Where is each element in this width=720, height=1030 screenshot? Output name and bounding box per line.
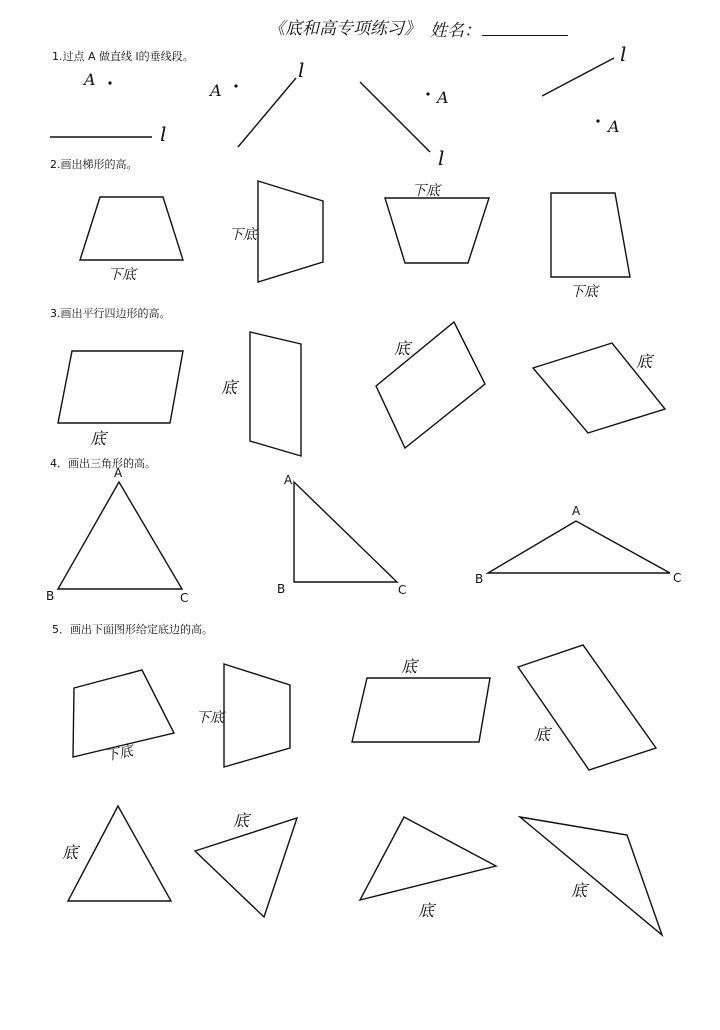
label-base-p3: 底 (394, 339, 411, 358)
trapezoid-2 (258, 181, 323, 282)
name-label: 姓名： (430, 21, 481, 41)
label-l-3: l (438, 146, 445, 170)
triangle-2 (294, 482, 397, 582)
label-lower-base-4: 下底 (570, 284, 598, 300)
question-3: 3.画出平行四边形的高。 (50, 307, 171, 320)
t3-vertex-b: B (475, 572, 484, 586)
q5-triangle-2 (195, 818, 297, 917)
trapezoid-3 (385, 198, 489, 263)
triangle-3 (488, 521, 670, 573)
q5-triangle-3 (360, 817, 496, 900)
label-lower-base-1: 下底 (108, 267, 136, 283)
label-l-2: l (298, 58, 305, 82)
line-l-2 (238, 78, 296, 147)
t2-vertex-b: B (277, 582, 286, 596)
question-2: 2.画出梯形的高。 (50, 158, 138, 171)
t2-vertex-c: C (398, 583, 407, 597)
q5-label-lower-base-2: 下底 (196, 710, 224, 726)
t1-vertex-b: B (46, 589, 55, 603)
question-1: 1.过点 A 做直线 l的垂线段。 (52, 50, 194, 63)
label-a-3: A (437, 88, 449, 107)
label-l-1: l (160, 122, 167, 146)
label-lower-base-2: 下底 (229, 227, 257, 243)
point-a-dot-4 (596, 119, 599, 122)
q5-label-lower-base-1: 下底 (103, 743, 135, 765)
point-a-dot-1 (108, 81, 111, 84)
q5-label-base-2: 底 (534, 725, 551, 744)
label-a-4: A (608, 117, 620, 136)
q5-triangle-1 (68, 806, 171, 901)
t1-vertex-c: C (180, 591, 189, 605)
label-base-p2: 底 (221, 378, 238, 397)
worksheet-title: 《底和高专项练习》 (268, 19, 421, 39)
q5-label-base-6: 底 (571, 881, 588, 900)
triangle-1 (58, 482, 182, 589)
trapezoid-4 (551, 193, 630, 277)
question-5: 5．画出下面图形给定底边的高。 (52, 623, 213, 636)
line-l-4 (542, 58, 614, 96)
t3-vertex-a: A (572, 504, 581, 518)
point-a-dot-3 (426, 92, 429, 95)
label-a-2: A (210, 81, 222, 100)
q5-parallelogram-2 (518, 645, 656, 770)
point-a-dot-2 (234, 84, 237, 87)
label-lower-base-3: 下底 (412, 183, 440, 199)
label-base-p1: 底 (90, 429, 107, 448)
question-4: 4．画出三角形的高。 (50, 457, 156, 470)
label-l-4: l (620, 42, 627, 66)
t2-vertex-a: A (284, 473, 293, 487)
q5-label-base-3: 底 (62, 843, 79, 862)
label-a-1: A (84, 70, 96, 89)
q5-trapezoid-2 (224, 664, 290, 767)
t3-vertex-c: C (673, 571, 682, 585)
q5-label-base-4: 底 (233, 811, 250, 830)
q5-label-base-1: 底 (401, 657, 418, 676)
line-l-3 (360, 82, 430, 152)
q5-parallelogram-1 (352, 678, 490, 742)
q5-label-base-5: 底 (418, 901, 435, 920)
label-base-p4: 底 (636, 352, 653, 371)
parallelogram-3 (376, 322, 485, 448)
parallelogram-1 (58, 351, 183, 423)
t1-vertex-a: A (114, 466, 123, 480)
parallelogram-2 (250, 332, 301, 456)
q5-triangle-4 (520, 817, 662, 935)
trapezoid-1 (80, 197, 183, 260)
